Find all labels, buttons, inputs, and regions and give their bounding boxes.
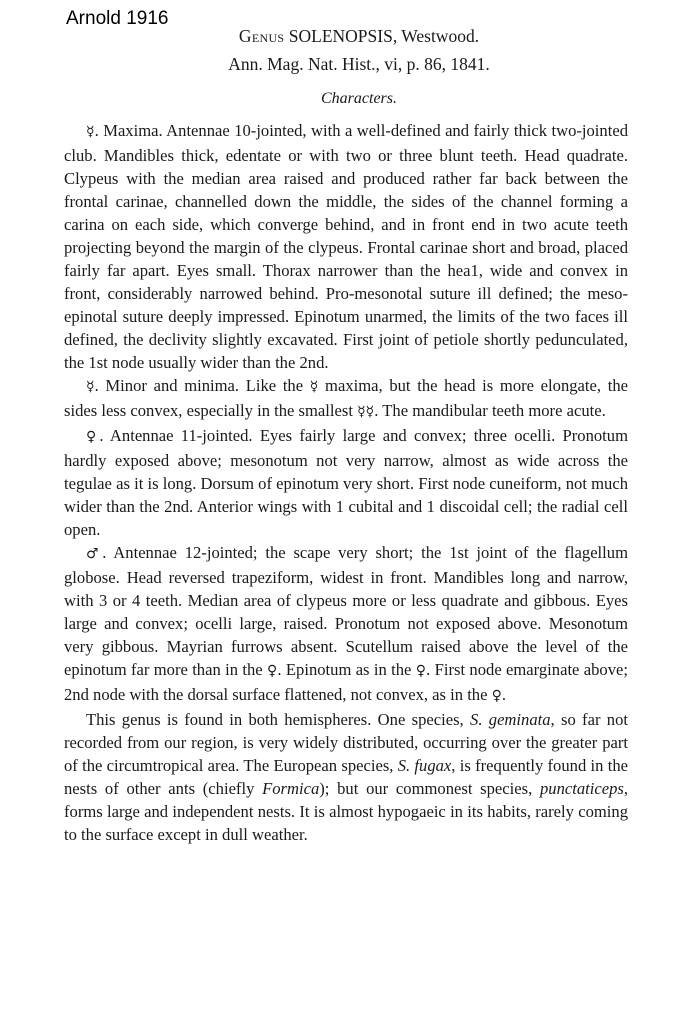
- paragraph-text: . Antennae 11-jointed. Eyes fairly large and convex; three ocelli. Pronotum hardly exposed above; mesonotum not very narrow, almost as wide across the tegulae as it is long. Dorsum of epinotum very short. First node cuneiform, not much wider than the 2nd. Anterior wings with 1 cubital and 1 discoidal cell; the radial cell open.: [64, 426, 628, 539]
- paragraph-text: . Epinotum as in the: [277, 660, 416, 679]
- genus-title: [0, 23, 682, 49]
- paragraph-text: . Antennae 12-jointed; the scape very short; the 1st joint of the flagellum globose. Head reversed trapeziform, widest in front. Mandibles long and narrow, with 3 or 4 teeth. Median area of clypeus more or less quadrate and gibbous. Eyes large and convex; ocelli large, raised. Pronotum not exposed above. Mesonotum very gibbous. Mayrian furrows absent. Scutellum raised above the level of the epinotum far more than in the: [64, 543, 628, 679]
- paragraph-distribution: [64, 708, 628, 846]
- document-body: [64, 119, 628, 846]
- paragraph-text: . First node emarginate above; 2nd node with the dorsal surface flattened, not convex, as in the: [64, 660, 628, 704]
- female-symbol: ♀: [415, 663, 427, 679]
- paragraph-text: , is frequently found in the nests of other ants (chiefly: [64, 756, 628, 798]
- worker-symbol: ☿: [86, 379, 95, 395]
- species-name: punctaticeps: [539, 779, 624, 798]
- worker-symbol: ☿: [309, 379, 319, 395]
- paragraph-text: maxima, but the head is more elongate, the sides less convex, especially in the smallest: [64, 376, 628, 420]
- paragraph-text: , forms large and independent nests. It is almost hypogaeic in its habits, rarely coming to the surface except in dull weather.: [64, 779, 628, 844]
- genus-reference: Formica: [262, 779, 320, 798]
- paragraph-text: . Maxima. Antennae 10-jointed, with a well-defined and fairly thick two-jointed club. Mandibles thick, edentate or with two or three blunt teeth. Head quadrate. Clypeus with the median area raised and produced rather far back between the frontal carinae, channelled down the middle, the sides of the channel forming a carina on each side, which converge behind, and in front end in two acute teeth projecting beyond the margin of the clypeus. Frontal carinae short and broad, placed fairly far apart. Eyes small. Thorax narrower than the hea1, wide and convex in front, considerably narrowed behind. Pro-mesonotal suture ill defined; the meso-epinotal suture deeply impressed. Epinotum unarmed, the limits of the two faces ill defined, the declivity slightly excavated. First joint of petiole shortly pedunculated, the 1st node usually wider than the 2nd.: [64, 121, 628, 372]
- female-symbol: ♀: [86, 429, 100, 445]
- male-symbol: ♂: [86, 546, 103, 562]
- paragraph-female: [64, 424, 628, 541]
- worker-symbol: ☿: [86, 124, 95, 140]
- paragraph-text: ); but our commonest species,: [319, 779, 540, 798]
- paragraph-text: This genus is found in both hemispheres. One species,: [86, 710, 471, 729]
- worker-symbol: ☿☿: [357, 404, 375, 420]
- paragraph-text: . The mandibular teeth more acute.: [374, 401, 606, 420]
- species-name: S. fugax: [397, 756, 452, 775]
- section-title: Characters.: [321, 90, 397, 107]
- genus-name: SOLENOPSIS, Westwood.: [284, 26, 480, 46]
- paragraph-text: .: [501, 685, 507, 704]
- genus-citation: Ann. Mag. Nat. Hist., vi, p. 86, 1841.: [228, 54, 490, 74]
- female-symbol: ♀: [266, 663, 278, 679]
- paragraph-male: [64, 541, 628, 708]
- female-symbol: ♀: [491, 688, 502, 704]
- genus-heading: [0, 23, 682, 77]
- species-name: S. geminata: [470, 710, 551, 729]
- paragraph-text: , so far not recorded from our region, is very widely distributed, occurring over the greater part of the circumtropical area. The European species,: [64, 710, 628, 775]
- paragraph-worker-minor: [64, 374, 628, 424]
- paragraph-text: . Minor and minima. Like the: [94, 376, 310, 395]
- source-tag: Arnold 1916: [66, 8, 169, 29]
- paragraph-worker-major: [64, 119, 628, 374]
- genus-prefix: Genus: [238, 26, 285, 46]
